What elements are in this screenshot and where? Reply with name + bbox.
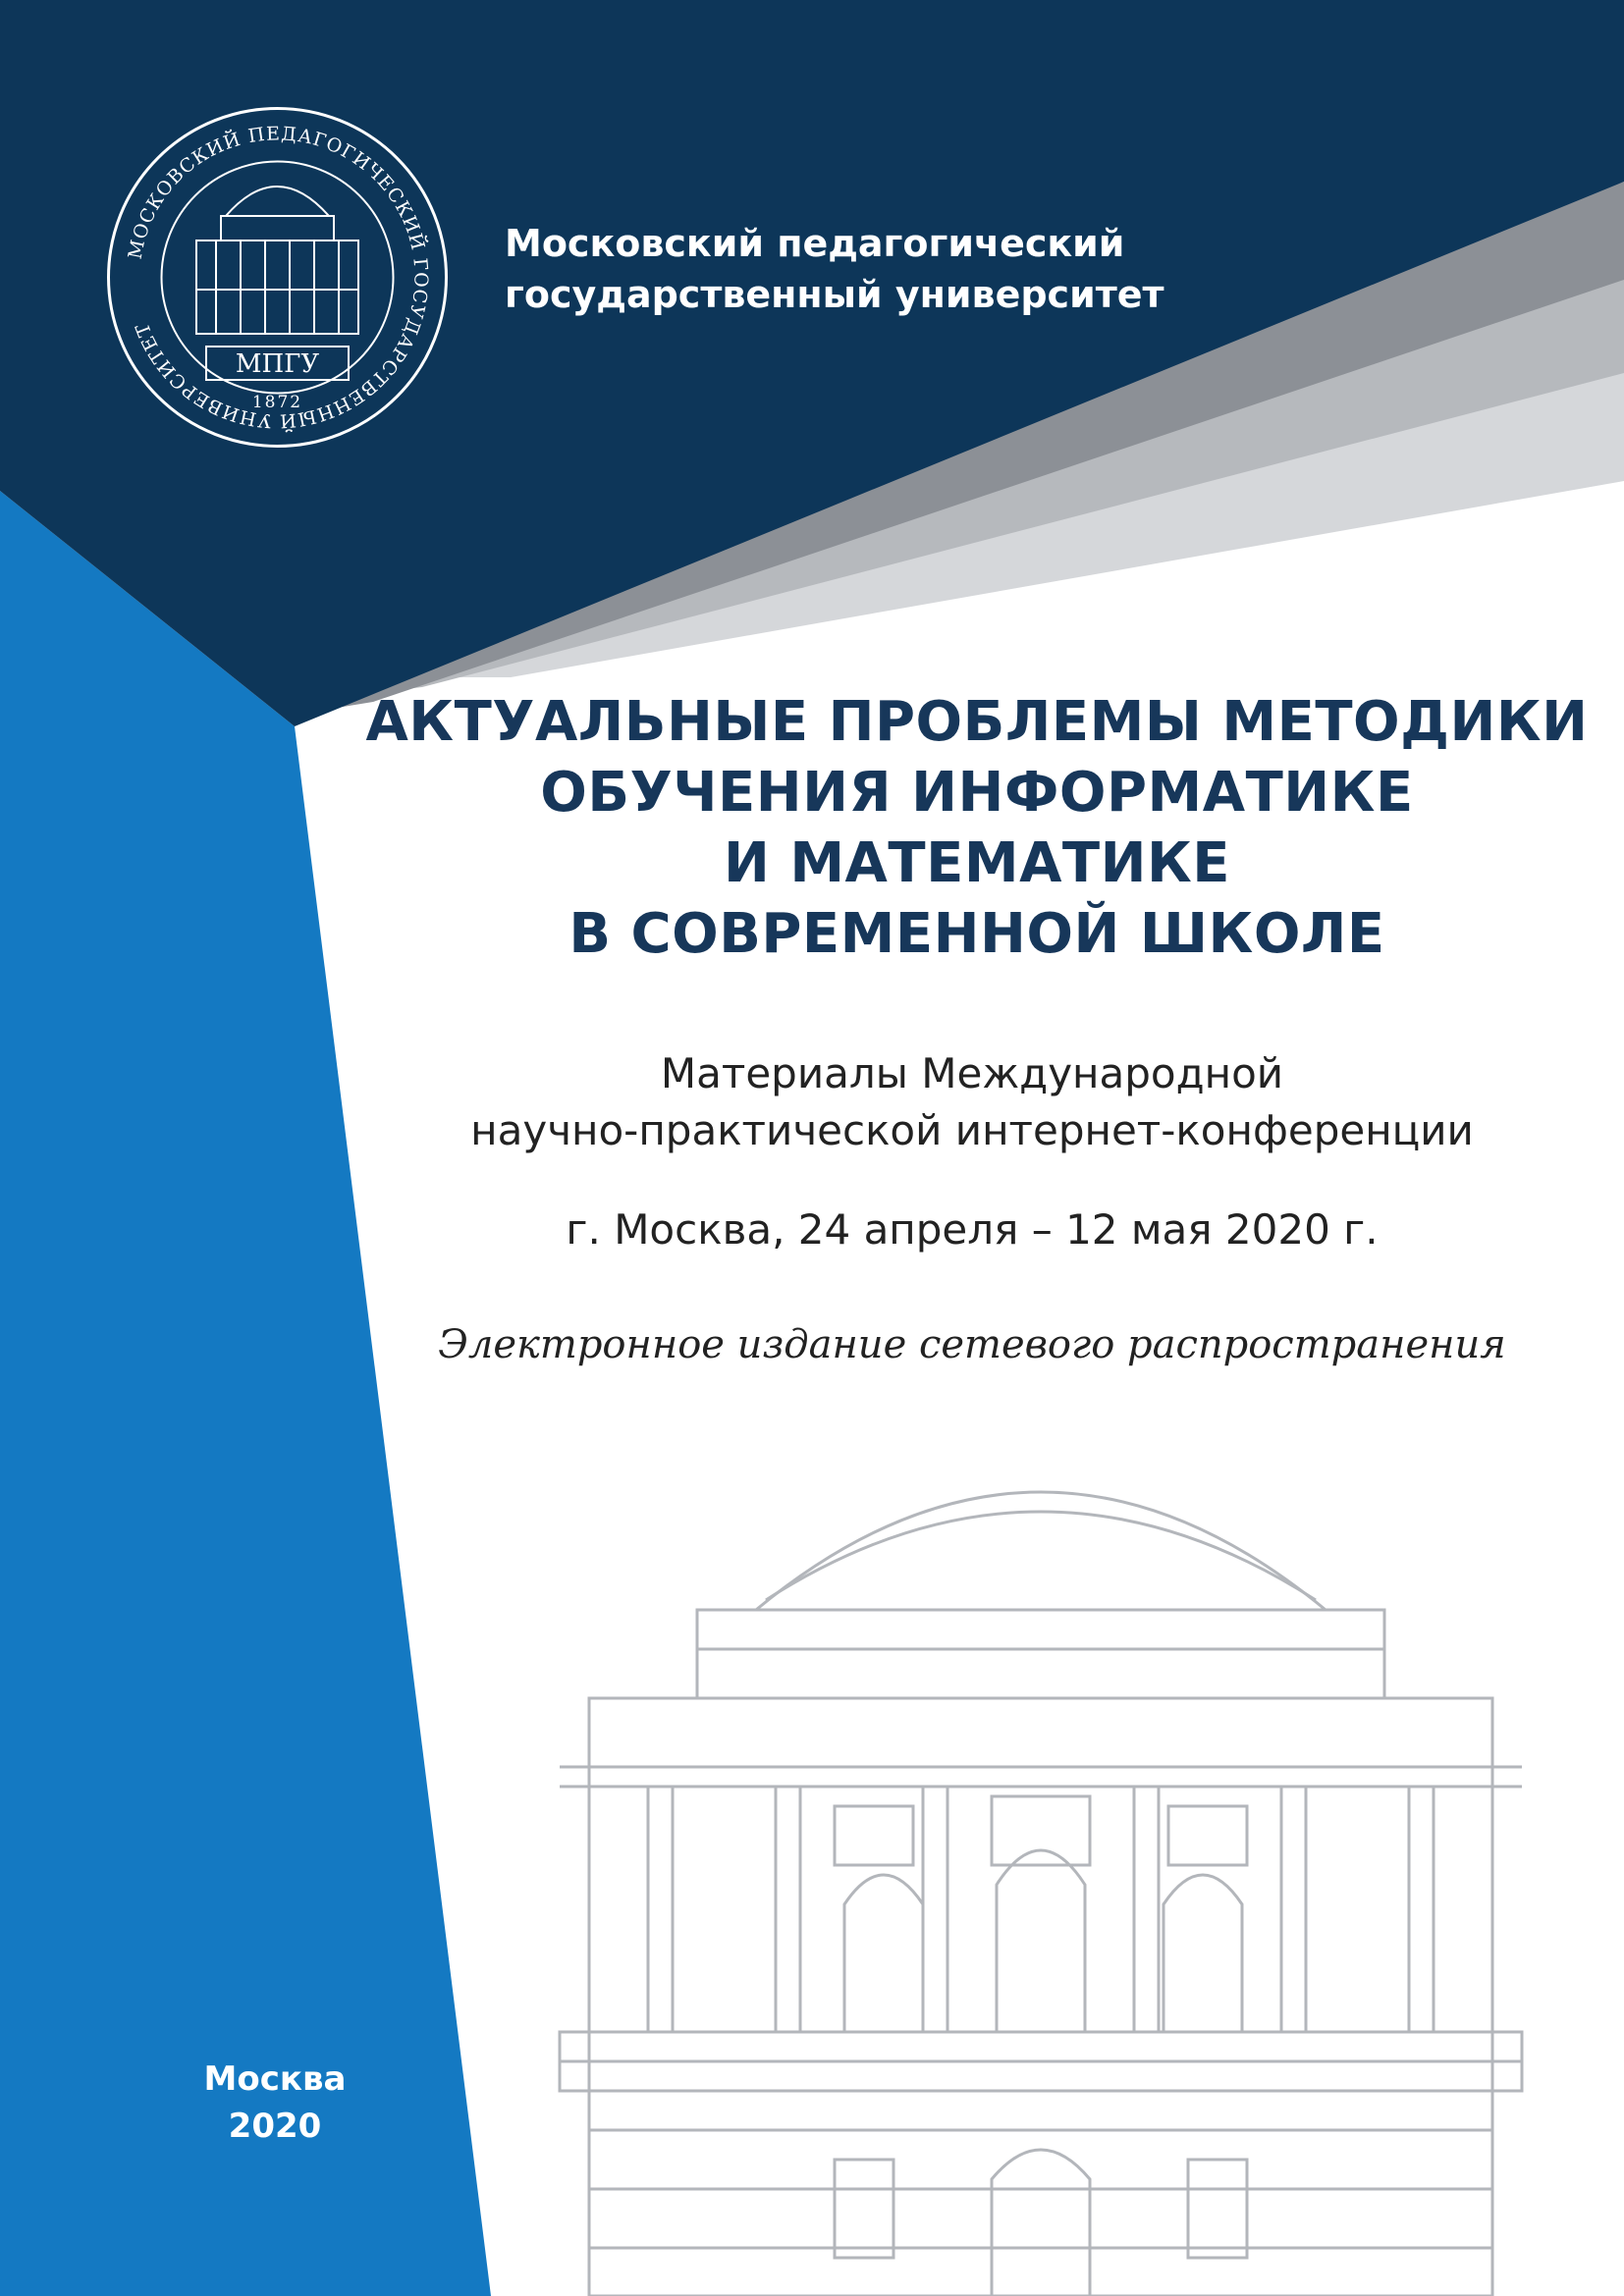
- arched-window: [997, 1850, 1085, 2032]
- book-title-line: В СОВРЕМЕННОЙ ШКОЛЕ: [568, 902, 1385, 966]
- window: [992, 1796, 1090, 1865]
- book-title-line: ОБУЧЕНИЯ ИНФОРМАТИКЕ: [540, 761, 1414, 825]
- book-title-line: И МАТЕМАТИКЕ: [723, 831, 1231, 895]
- book-title-line: АКТУАЛЬНЫЕ ПРОБЛЕМЫ МЕТОДИКИ: [365, 690, 1589, 754]
- window: [1168, 1806, 1247, 1865]
- book-title: [324, 687, 1624, 970]
- arched-window: [844, 1875, 923, 2032]
- dome-ring: [766, 1512, 1316, 1600]
- seal-year: 1872: [251, 393, 303, 412]
- ground-arch: [992, 2150, 1090, 2296]
- university-name-line: Московский педагогический: [505, 222, 1125, 265]
- publication-year: 2020: [228, 2107, 322, 2146]
- publication-place: [157, 2056, 393, 2150]
- publication-city: Москва: [203, 2059, 347, 2099]
- seal-ring-text: МОСКОВСКИЙ ПЕДАГОГИЧЕСКИЙ ГОСУДАРСТВЕННЫЙ УНИВЕРСИТЕТ: [124, 123, 432, 432]
- building-illustration: [461, 1355, 1624, 2296]
- conference-dates: г. Москва, 24 апреля – 12 мая 2020 г.: [566, 1205, 1379, 1254]
- ground-window: [835, 2160, 893, 2258]
- university-name: [505, 218, 1192, 320]
- seal-building-icon: [196, 187, 358, 334]
- university-seal: [103, 103, 452, 452]
- seal-abbr: МПГУ: [235, 349, 320, 379]
- dome-drum: [697, 1610, 1384, 1698]
- subtitle-line: научно-практической интернет-конференции: [470, 1106, 1474, 1154]
- ground-window: [1188, 2160, 1247, 2258]
- window: [835, 1806, 913, 1865]
- subtitle-line: Материалы Международной: [660, 1049, 1284, 1097]
- arched-window: [1164, 1875, 1242, 2032]
- conference-subtitle: [334, 1045, 1610, 1159]
- university-name-line: государственный университет: [505, 273, 1164, 316]
- dome-outline: [756, 1492, 1326, 1610]
- edition-note: Электронное издание сетевого распространения: [438, 1322, 1506, 1367]
